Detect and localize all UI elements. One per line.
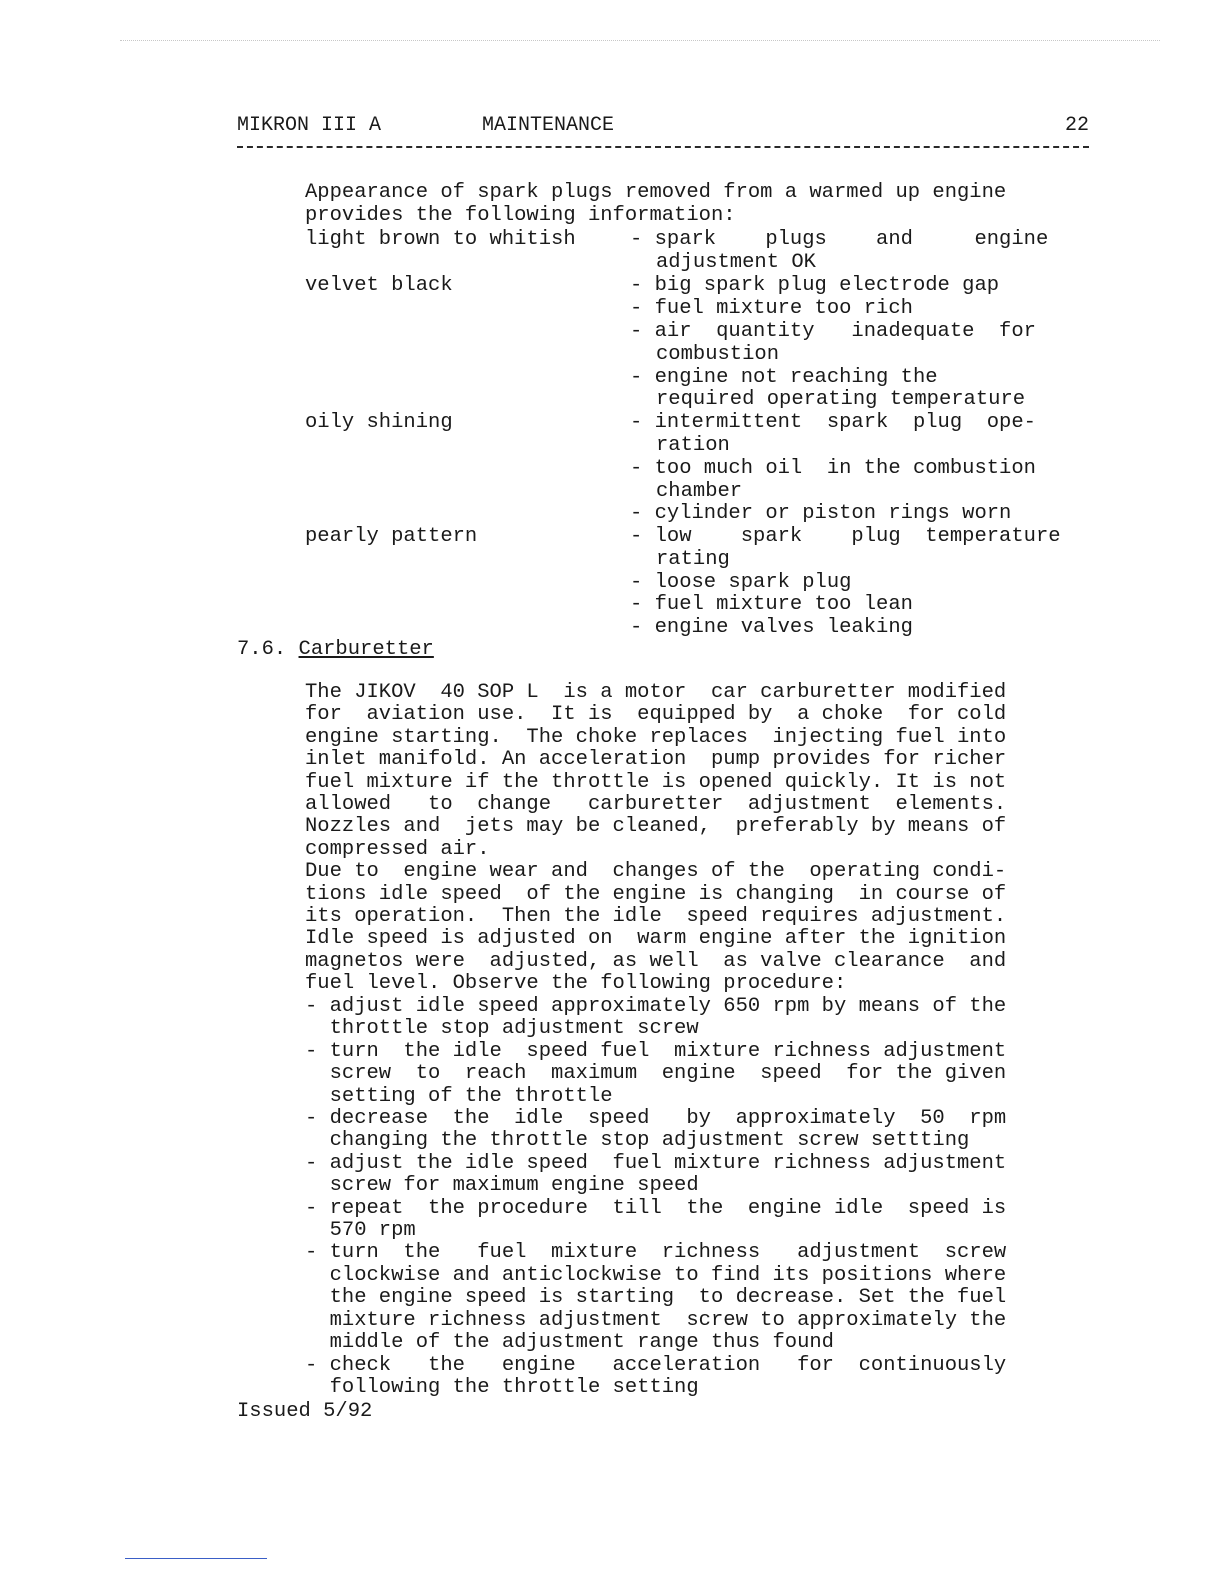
cause-continuation: adjustment OK xyxy=(656,251,816,274)
paragraph-line: its operation. Then the idle speed requires adjustment. xyxy=(305,905,1007,929)
document-title: MIKRON III A xyxy=(237,114,382,137)
issued-footer: Issued 5/92 xyxy=(237,1400,373,1423)
step-line: changing the throttle stop adjustment screw settting xyxy=(305,1129,970,1153)
step-line: - repeat the procedure till the engine idle speed is xyxy=(305,1196,1007,1220)
cause-continuation: required operating temperature xyxy=(656,388,1026,411)
step-line: throttle stop adjustment screw xyxy=(305,1017,699,1041)
step-line: following the throttle setting xyxy=(305,1375,699,1399)
cause-line: - engine valves leaking xyxy=(630,616,913,639)
paragraph-line: The JIKOV 40 SOP L is a motor car carburetter modified xyxy=(305,681,1007,704)
step-line: middle of the adjustment range thus found xyxy=(305,1331,834,1355)
step-line: - adjust the idle speed fuel mixture richness adjustment xyxy=(305,1151,1007,1175)
carburetter-paragraph xyxy=(305,682,1006,996)
cause-line: - too much oil in the combustion xyxy=(630,457,1036,480)
cause-line: - air quantity inadequate for xyxy=(630,320,1036,343)
section-title: MAINTENANCE xyxy=(482,114,615,137)
paragraph-line: tions idle speed of the engine is changing in course of xyxy=(305,882,1007,906)
cause-continuation: rating xyxy=(656,548,730,571)
cause-line: - cylinder or piston rings worn xyxy=(630,502,1012,525)
cause-continuation: combustion xyxy=(656,343,780,366)
appearance-label: velvet black xyxy=(305,274,453,297)
cause-continuation: ration xyxy=(656,434,730,457)
section-number: 7.6. xyxy=(237,638,287,661)
section-heading xyxy=(237,638,434,661)
header-divider xyxy=(237,146,1089,148)
paragraph-line: compressed air. xyxy=(305,837,490,861)
page-header xyxy=(237,114,1089,140)
paragraph-line: engine starting. The choke replaces injecting fuel into xyxy=(305,725,1007,749)
procedure-steps xyxy=(305,996,1006,1399)
footer-link-underline xyxy=(125,1558,267,1559)
step-line: setting of the throttle xyxy=(305,1084,613,1108)
step-line: - turn the idle speed fuel mixture richness adjustment xyxy=(305,1039,1007,1063)
cause-line: - fuel mixture too lean xyxy=(630,593,913,616)
intro-line: Appearance of spark plugs removed from a warmed up engine xyxy=(305,181,1007,204)
step-line: mixture richness adjustment screw to approximately the xyxy=(305,1308,1007,1332)
appearance-label: light brown to whitish xyxy=(305,228,576,251)
page-number: 22 xyxy=(1064,114,1089,137)
step-line: clockwise and anticlockwise to find its positions where xyxy=(305,1263,1007,1287)
cause-line: - fuel mixture too rich xyxy=(630,297,913,320)
step-line: - decrease the idle speed by approximately 50 rpm xyxy=(305,1107,1007,1131)
cause-continuation: chamber xyxy=(656,480,743,503)
scan-artifact-line xyxy=(120,40,1160,43)
appearance-label: oily shining xyxy=(305,411,453,434)
intro-line: provides the following information: xyxy=(305,203,736,227)
cause-line: - spark plugs and engine xyxy=(630,228,1049,251)
step-line: - check the engine acceleration for continuously xyxy=(305,1353,1007,1377)
paragraph-line: Due to engine wear and changes of the operating condi- xyxy=(305,860,1007,884)
paragraph-line: fuel level. Observe the following procedure: xyxy=(305,972,847,996)
cause-line: - engine not reaching the xyxy=(630,366,938,389)
step-line: 570 rpm xyxy=(305,1219,416,1243)
paragraph-line: Idle speed is adjusted on warm engine after the ignition xyxy=(305,927,1007,951)
paragraph-line: allowed to change carburetter adjustment elements. xyxy=(305,793,1007,817)
appearance-label: pearly pattern xyxy=(305,525,478,548)
intro-text xyxy=(305,182,1006,227)
section-heading-title: Carburetter xyxy=(298,638,434,661)
cause-line: - intermittent spark plug ope- xyxy=(630,411,1036,434)
paragraph-line: for aviation use. It is equipped by a choke for cold xyxy=(305,703,1007,727)
step-line: - turn the fuel mixture richness adjustment screw xyxy=(305,1241,1007,1265)
step-line: screw for maximum engine speed xyxy=(305,1174,699,1198)
step-line: screw to reach maximum engine speed for the given xyxy=(305,1062,1007,1086)
cause-line: - low spark plug temperature xyxy=(630,525,1061,548)
step-line: the engine speed is starting to decrease. Set the fuel xyxy=(305,1286,1007,1310)
cause-line: - loose spark plug xyxy=(630,571,852,594)
paragraph-line: fuel mixture if the throttle is opened quickly. It is not xyxy=(305,770,1007,794)
paragraph-line: magnetos were adjusted, as well as valve clearance and xyxy=(305,949,1007,973)
step-line: - adjust idle speed approximately 650 rpm by means of the xyxy=(305,995,1007,1018)
paragraph-line: Nozzles and jets may be cleaned, preferably by means of xyxy=(305,815,1007,839)
cause-line: - big spark plug electrode gap xyxy=(630,274,1000,297)
paragraph-line: inlet manifold. An acceleration pump provides for richer xyxy=(305,748,1007,772)
